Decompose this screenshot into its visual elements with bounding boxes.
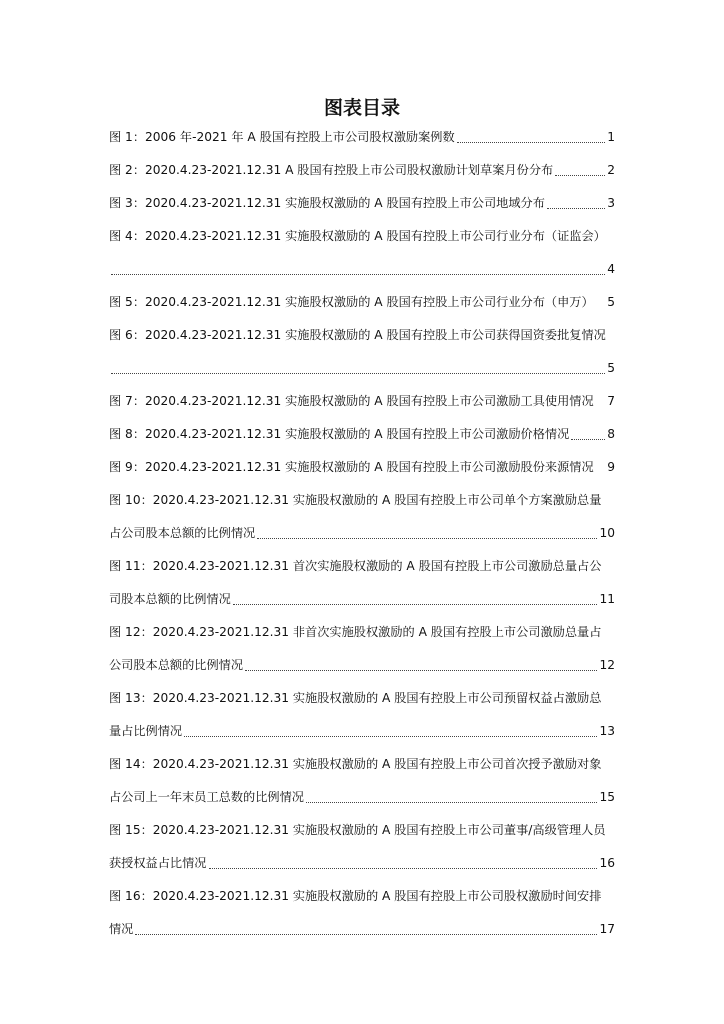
toc-entry-line[interactable]: [109, 289, 615, 322]
toc-entry-text: 占公司股本总额的比例情况: [109, 526, 256, 540]
figure-index-list: [109, 124, 615, 949]
toc-entry-line[interactable]: [109, 619, 615, 652]
toc-entry-text: 图 2：2020.4.23-2021.12.31 A 股国有控股上市公司股权激励计划草案月份分布: [109, 163, 554, 177]
toc-entry-line[interactable]: [109, 256, 615, 289]
dot-leader: [209, 867, 598, 869]
toc-page-number: 9: [607, 460, 615, 474]
dot-leader: [571, 438, 605, 440]
toc-entry-text: 占公司上一年末员工总数的比例情况: [109, 790, 304, 804]
dot-leader: [111, 273, 605, 275]
toc-entry-text: 图 3：2020.4.23-2021.12.31 实施股权激励的 A 股国有控股上市公司地域分布: [109, 196, 545, 210]
dot-leader: [233, 603, 598, 605]
toc-page-number: 17: [599, 922, 615, 936]
toc-entry-line[interactable]: [109, 388, 615, 421]
toc-entry-text: 图 7：2020.4.23-2021.12.31 实施股权激励的 A 股国有控股上市公司激励工具使用情况: [109, 394, 594, 408]
toc-page-number: 2: [607, 163, 615, 177]
toc-entry-line[interactable]: [109, 883, 615, 916]
toc-entry-text: 图 12：2020.4.23-2021.12.31 非首次实施股权激励的 A 股国有控股上市公司激励总量占: [109, 625, 602, 639]
toc-entry-text: 图 16：2020.4.23-2021.12.31 实施股权激励的 A 股国有控股上市公司股权激励时间安排: [109, 889, 602, 903]
toc-entry-text: 情况: [109, 922, 134, 936]
dot-leader: [184, 735, 597, 737]
toc-page-number: 3: [607, 196, 615, 210]
toc-entry-text: 图 10：2020.4.23-2021.12.31 实施股权激励的 A 股国有控股上市公司单个方案激励总量: [109, 493, 602, 507]
toc-entry-line[interactable]: [109, 421, 615, 454]
dot-leader: [135, 933, 597, 935]
toc-entry-text: 量占比例情况: [109, 724, 183, 738]
toc-entry-text: 图 1：2006 年-2021 年 A 股国有控股上市公司股权激励案例数: [109, 130, 455, 144]
toc-entry-text: 图 9：2020.4.23-2021.12.31 实施股权激励的 A 股国有控股上市公司激励股份来源情况: [109, 460, 594, 474]
toc-page-number: 15: [599, 790, 615, 804]
toc-entry-text: 图 4：2020.4.23-2021.12.31 实施股权激励的 A 股国有控股上市公司行业分布（证监会）: [109, 229, 606, 243]
toc-entry-text: 公司股本总额的比例情况: [109, 658, 244, 672]
toc-entry-line[interactable]: [109, 520, 615, 553]
toc-entry-line[interactable]: [109, 553, 615, 586]
toc-entry-text: 图 11：2020.4.23-2021.12.31 首次实施股权激励的 A 股国有控股上市公司激励总量占公: [109, 559, 602, 573]
toc-entry-line[interactable]: [109, 454, 615, 487]
toc-page-number: 5: [607, 361, 615, 375]
toc-page-number: 5: [607, 295, 615, 309]
toc-entry-line[interactable]: [109, 685, 615, 718]
toc-entry-text: 图 8：2020.4.23-2021.12.31 实施股权激励的 A 股国有控股上市公司激励价格情况: [109, 427, 570, 441]
toc-entry-text: 图 13：2020.4.23-2021.12.31 实施股权激励的 A 股国有控股上市公司预留权益占激励总: [109, 691, 602, 705]
toc-entry-text: 图 14：2020.4.23-2021.12.31 实施股权激励的 A 股国有控股上市公司首次授予激励对象: [109, 757, 602, 771]
dot-leader: [257, 537, 597, 539]
page-title: 图表目录: [323, 97, 400, 119]
toc-entry-line[interactable]: [109, 487, 615, 520]
toc-entry-line[interactable]: [109, 850, 615, 883]
toc-page-number: 8: [607, 427, 615, 441]
toc-entry-line[interactable]: [109, 916, 615, 949]
toc-entry-line[interactable]: [109, 718, 615, 751]
toc-entry-text: 图 15：2020.4.23-2021.12.31 实施股权激励的 A 股国有控股上市公司董事/高级管理人员: [109, 823, 606, 837]
toc-page-number: 12: [599, 658, 615, 672]
dot-leader: [306, 801, 597, 803]
toc-page-number: 7: [607, 394, 615, 408]
toc-entry-line[interactable]: [109, 751, 615, 784]
dot-leader: [457, 141, 606, 143]
toc-page-number: 10: [599, 526, 615, 540]
toc-entry-text: 获授权益占比情况: [109, 856, 207, 870]
toc-entry-line[interactable]: [109, 586, 615, 619]
toc-entry-text: 司股本总额的比例情况: [109, 592, 231, 606]
toc-entry-line[interactable]: [109, 784, 615, 817]
dot-leader: [547, 207, 605, 209]
dot-leader: [111, 372, 605, 374]
toc-entry-line[interactable]: [109, 817, 615, 850]
toc-entry-line[interactable]: [109, 652, 615, 685]
toc-entry-text: 图 6：2020.4.23-2021.12.31 实施股权激励的 A 股国有控股上市公司获得国资委批复情况: [109, 328, 606, 342]
toc-page-number: 16: [599, 856, 615, 870]
toc-page-number: 13: [599, 724, 615, 738]
toc-entry-line[interactable]: [109, 355, 615, 388]
toc-page-number: 11: [599, 592, 615, 606]
toc-entry-line[interactable]: [109, 190, 615, 223]
toc-entry-text: 图 5：2020.4.23-2021.12.31 实施股权激励的 A 股国有控股上市公司行业分布（申万）: [109, 295, 594, 309]
toc-entry-line[interactable]: [109, 322, 615, 355]
toc-entry-line[interactable]: [109, 223, 615, 256]
dot-leader: [555, 174, 605, 176]
dot-leader: [245, 669, 597, 671]
toc-page-number: 1: [607, 130, 615, 144]
toc-entry-line[interactable]: [109, 157, 615, 190]
toc-page-number: 4: [607, 262, 615, 276]
toc-entry-line[interactable]: [109, 124, 615, 157]
